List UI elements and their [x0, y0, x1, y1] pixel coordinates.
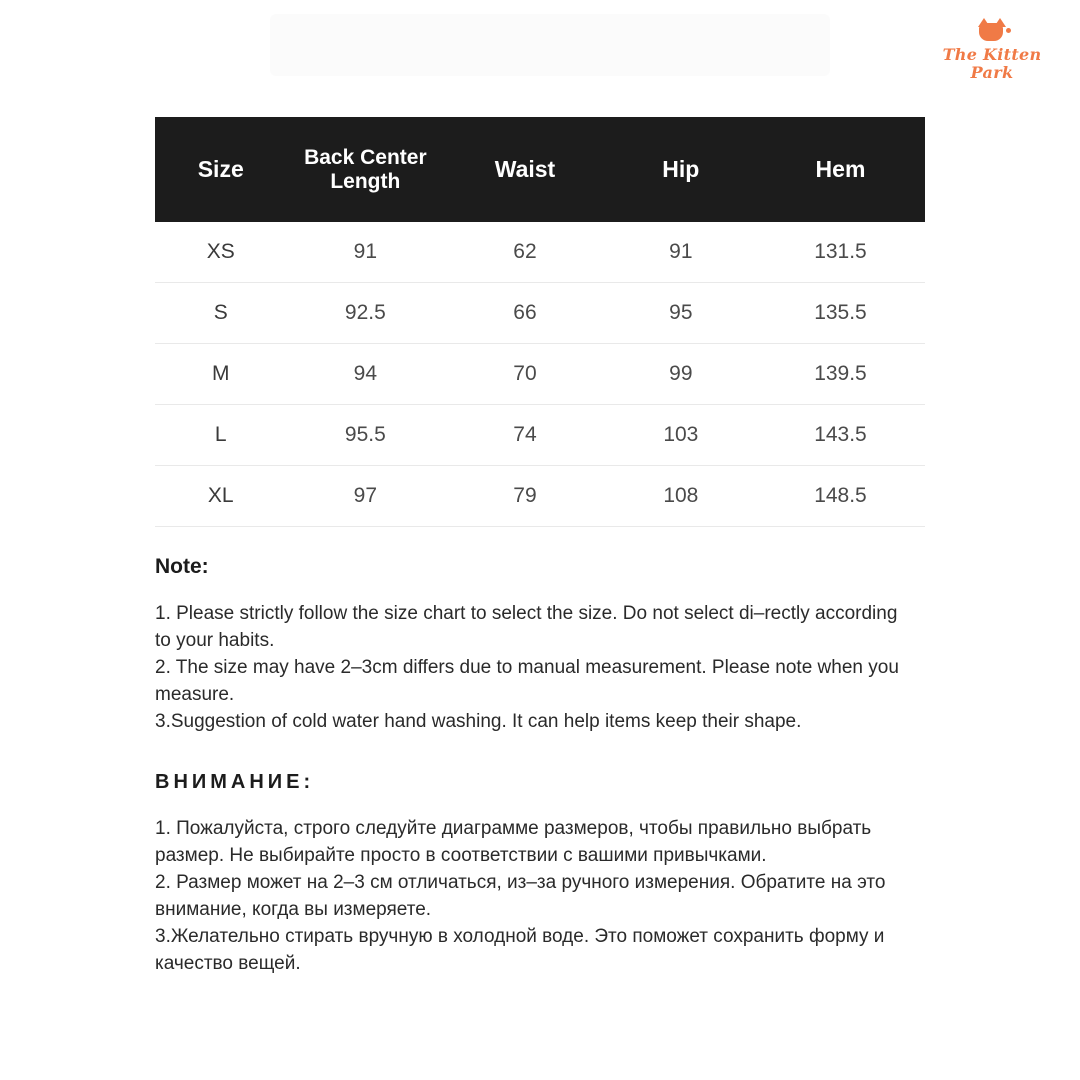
- note-ru-line-2: 2. Размер может на 2–3 см отличаться, из–за ручного измерения. Обратите на это внимание, когда вы измеряете.: [155, 871, 886, 920]
- cell-waist: 79: [444, 466, 606, 527]
- notes-title-ru: ВНИМАНИЕ:: [155, 770, 315, 793]
- size-table-body: [155, 222, 925, 527]
- cell-waist: 62: [444, 222, 606, 283]
- cell-hip: 108: [606, 466, 756, 527]
- cell-hem: 139.5: [756, 344, 925, 405]
- note-line-3: 3.Suggestion of cold water hand washing. It can help items keep their shape.: [155, 710, 802, 732]
- cell-size: XL: [155, 466, 286, 527]
- table-row: [155, 283, 925, 344]
- size-chart: [155, 117, 925, 527]
- cell-hip: 95: [606, 283, 756, 344]
- note-ru-line-3: 3.Желательно стирать вручную в холодной воде. Это поможет сохранить форму и качество вещей.: [155, 925, 885, 974]
- cell-hem: 131.5: [756, 222, 925, 283]
- table-header-row: [155, 117, 925, 222]
- note-ru-line-1: 1. Пожалуйста, строго следуйте диаграмме размеров, чтобы правильно выбрать размер. Не выбирайте просто в соответствии с вашими привычками.: [155, 817, 872, 866]
- cell-waist: 66: [444, 283, 606, 344]
- cell-back-center-length: 94: [286, 344, 444, 405]
- cell-back-center-length: 92.5: [286, 283, 444, 344]
- top-decorative-band: [270, 14, 830, 76]
- cell-back-center-length: 95.5: [286, 405, 444, 466]
- brand-logo: [922, 18, 1062, 80]
- size-table: [155, 117, 925, 527]
- notes-body: [155, 601, 915, 736]
- cell-back-center-length: 97: [286, 466, 444, 527]
- column-header-waist: Waist: [444, 117, 606, 222]
- cell-hem: 148.5: [756, 466, 925, 527]
- note-line-1: 1. Please strictly follow the size chart to select the size. Do not select di–rectly according to your habits.: [155, 603, 898, 651]
- table-row: [155, 405, 925, 466]
- cell-hip: 103: [606, 405, 756, 466]
- notes-title: Note:: [155, 555, 209, 578]
- column-header-back-center-length: [286, 117, 444, 222]
- table-row: [155, 222, 925, 283]
- cell-back-center-length: 91: [286, 222, 444, 283]
- column-header-hem: Hem: [756, 117, 925, 222]
- note-line-2: 2. The size may have 2–3cm differs due to manual measurement. Please note when you measure.: [155, 656, 899, 705]
- cell-size: S: [155, 283, 286, 344]
- column-header-back-center-length-line1: Back Center: [304, 145, 427, 169]
- cell-waist: 74: [444, 405, 606, 466]
- table-row: [155, 344, 925, 405]
- cell-size: XS: [155, 222, 286, 283]
- cell-size: L: [155, 405, 286, 466]
- column-header-back-center-length-line2: Length: [330, 169, 401, 193]
- brand-name: The Kitten Park: [942, 45, 1042, 82]
- cell-hip: 91: [606, 222, 756, 283]
- cell-waist: 70: [444, 344, 606, 405]
- column-header-size: Size: [155, 117, 286, 222]
- notes-section: [155, 555, 915, 978]
- notes-body-ru: [155, 816, 915, 978]
- table-row: [155, 466, 925, 527]
- size-table-head: [155, 117, 925, 222]
- cell-hem: 135.5: [756, 283, 925, 344]
- cell-size: M: [155, 344, 286, 405]
- column-header-hip: Hip: [606, 117, 756, 222]
- cell-hem: 143.5: [756, 405, 925, 466]
- kitten-head-icon: [975, 18, 1009, 44]
- cell-hip: 99: [606, 344, 756, 405]
